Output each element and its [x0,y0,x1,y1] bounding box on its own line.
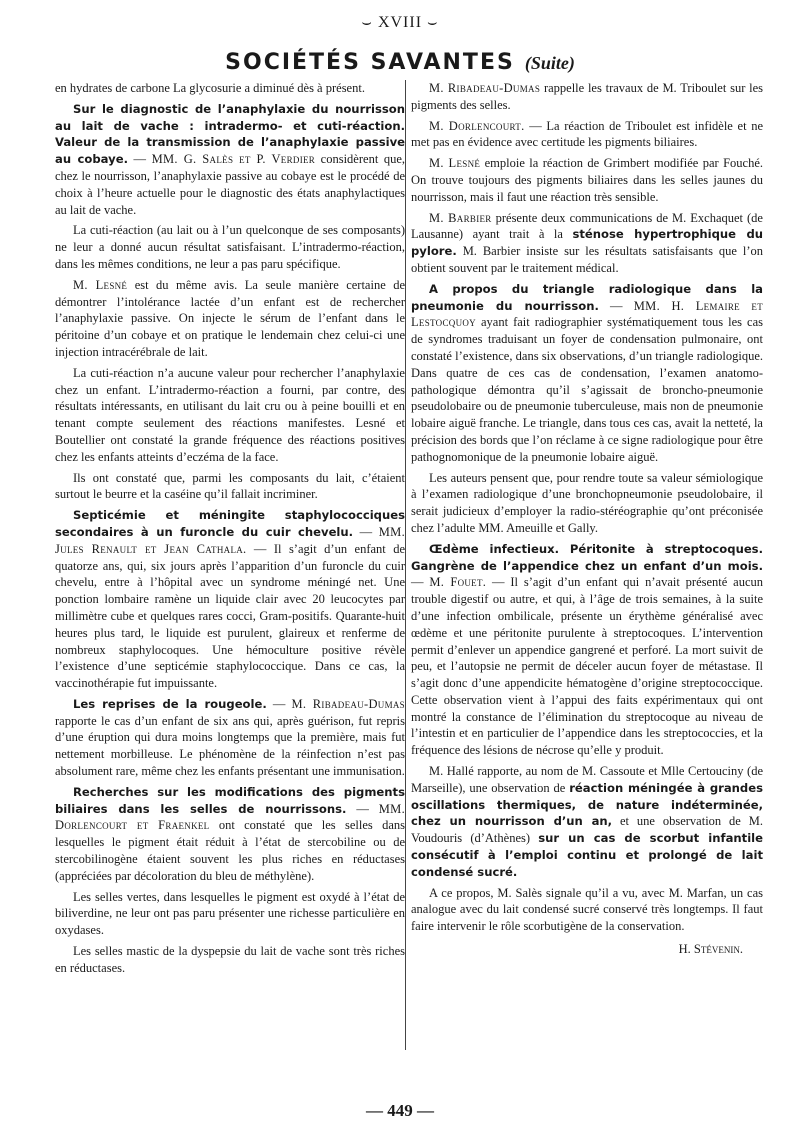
author-name: M. Lesné [73,277,128,292]
article-authors: M. Ribadeau-Dumas [291,696,405,711]
article-pigments: Recherches sur les modifications des pigments biliaires dans les selles de nourrissons. — MM. Dorlencourt et Fraenkel ont constaté que les selles dans lesquelles le pigment était réduit à l’état de stercobiline ou de stercobilinogène étaient souvent les plus riches en réductases (appréciées par décoloration du bleu de méthylène). [55,784,406,883]
section-suite: (Suite) [524,53,575,73]
article-heading: Les reprises de la rougeole. [73,696,267,711]
inline-bold: sténose hypertrophique du pylore. [411,227,764,259]
paragraph-barbier: M. Barbier présente deux communications de M. Exchaquet (de Lausanne) ayant trait à la sténose hypertrophique du pylore. M. Barbier insiste sur les résultats satisfaisants que l’on obtient souvent par le traitement médical. [411,210,764,275]
article-authors: MM. G. Salès et P. Verdier [151,152,316,167]
paragraph-ribadeau: M. Ribadeau-Dumas rappelle les travaux de M. Triboulet sur les pigments des selles. [411,81,764,112]
left-column [55,80,405,981]
section-title: SOCIÉTÉS SAVANTES [225,50,515,75]
paragraph: La cuti-réaction n’a aucune valeur pour rechercher l’anaphylaxie chez un enfant. L’intradermo-réaction a fourni, par contre, des résultats intéressants, en utilisant du lait cru ou à peine bouilli et en tenant compte seulement des réactions manifestes. Lesné et Boutellier ont constaté la grande fréquence des réactions positives chez les enfants atteints d’eczéma de la face. [55,365,405,464]
article-body: ayant fait radiographier systématiquement tous les cas de syndromes traduisant un foyer de condensation pulmonaire, ont constaté l’existence, dans six observations, d’un triangle radiologique. Dans quatre de ces cas de condensation, l’examen anatomo-pathologique démontra qu’il s’agissait de broncho-pneumonie pseudolobaire ou de pneumonie tuberculeuse, mais non de pneumonie lobaire aiguë franche. Le triangle, dans tous ces cas, avait la netteté, la précision des bords que l’on réclame à ce signe radiologique pour être pathognomonique de la pneumonie lobaire aiguë. [411,315,764,464]
paragraph-lesne: M. Lesné emploie la réaction de Grimbert modifiée par Fouché. On trouve toujours des pigments biliaires dans les selles jaunes du nourrisson, mais il faut une réaction très sensible. [411,156,764,204]
paragraph: Les selles vertes, dans lesquelles le pigment est oxydé à l’état de biliverdine, ne leur ont pas paru présenter une richesse particulière en oxydases. [55,889,405,938]
article-authors: MM. Dorlencourt et Fraenkel [55,801,406,833]
paragraph: Ils ont constaté que, parmi les composants du lait, c’étaient surtout le beurre et la caséine qu’il fallait incriminer. [55,470,405,502]
article-authors: MM. H. Lemaire et Lestocquoy [411,298,764,330]
article-heading: Septicémie et méningite staphylococciques secondaires à un furoncle du cuir chevelu. [55,508,405,539]
article-heading: Recherches sur les modifications des pigments biliaires dans les selles de nourrissons. [55,784,405,816]
article-rougeole: Les reprises de la rougeole. — M. Ribadeau-Dumas rapporte le cas d’un enfant de six ans qui, après guérison, fut repris d’une éruption qui dura moins longtemps que la première, mais fut nettement morbilleuse. Le phénomène de la réinfection n’est pas absolument rare, même chez les enfants présentant une immunisation. [55,696,405,779]
author-name: M. Lesné [429,156,481,171]
inline-bold: sur un cas de scorbut infantile consécutif à l’emploi continu et prolongé de lait condensé sucré. [411,831,764,879]
article-anaphylaxie: Sur le diagnostic de l’anaphylaxie du nourrisson au lait de vache : intradermo- et cuti-réaction. Valeur de la transmission de l’anaphylaxie passive au cobaye. — MM. G. Salès et P. Verdier considèrent que, chez le nourrisson, l’anaphylaxie passive au cobaye est le procédé de choix à l’heure actuelle pour le diagnostic des états anaphylactiques au lait de vache. [55,101,406,217]
paragraph-dorlencourt: M. Dorlencourt. — La réaction de Triboulet est infidèle et ne met pas en évidence avec certitude les pigments biliaires. [411,118,764,150]
column-divider [405,80,406,1050]
signature: H. Stévenin. [678,942,743,957]
article-heading: Œdème infectieux. Péritonite à streptocoques. Gangrène de l’appendice chez un enfant d’un mois. [411,541,763,573]
article-heading: A propos du triangle radiologique dans la pneumonie du nourrisson. [411,281,763,313]
article-body: considèrent que, chez le nourrisson, l’anaphylaxie passive au cobaye est le procédé de choix à l’heure actuelle pour le diagnostic des états anaphylactiques au lait de vache. [55,152,406,217]
paragraph: La cuti-réaction (au lait ou à l’un quelconque de ses composants) ne leur a donné aucun résultat satisfaisant. L’intradermo-réaction, dans les mêmes conditions, ne leur a pas paru spécifique. [55,223,405,271]
paragraph: Les auteurs pensent que, pour rendre toute sa valeur sémiologique à l’examen radiologique d’une bronchopneumonie pseudolobaire, il serait judicieux d’employer la radio-stéréographie qu’ont préconisée chez l’adulte MM. Ameuille et Gally. [411,470,763,535]
paragraph-lesne: M. Lesné est du même avis. La seule manière certaine de démontrer l’intolérance lactée d’un enfant est de rechercher l’anaphylaxie passive. On injecte le sérum de l’enfant dans le péritoine d’un cobaye et on pratique le lendemain chez celui-ci une injection intracérébrale de lait. [55,277,405,359]
article-authors: M. Fouet. [429,575,487,590]
author-name: M. Barbier [429,210,492,225]
right-column [411,80,763,958]
article-oedeme: Œdème infectieux. Péritonite à streptocoques. Gangrène de l’appendice chez un enfant d’un mois. — M. Fouet. — Il s’agit d’un enfant qui n’avait présenté aucun trouble digestif ou autre, et qui, à l’âge de trois semaines, à la suite d’une infection ombilicale, présente un érythème généralisé avec œdème et une péritonite purulente à streptocoques. L’intervention permit d’enlever un appendice gangrené et perforé. La mort suivit de peu, et l’autopsie ne permit de déceler aucun foyer de métastase. Il s’agit donc d’une appendicite hématogène d’origine streptococcique. Cette observation vient à l’appui des faits expérimentaux qui ont montré la constance de l’élimination du streptocoque au niveau de l’intestin et en particulier de l’appendice dans les streptococcies, et la fréquence des lésions de nécrose qu’elle y produit. [411,541,764,758]
article-body: ont constaté que les selles dans lesquelles le pigment était réduit à l’état de stercobiline ou de stercobilinogène étaient souvent les plus riches en réductases (appréciées par décoloration du bleu de méthylène). [55,818,405,883]
article-heading: Sur le diagnostic de l’anaphylaxie du nourrisson au lait de vache : intradermo- et cuti-réaction. Valeur de la transmission de l’anaphylaxie passive au cobaye. [55,101,405,167]
article-authors: MM. Jules Renault et Jean Cathala. [55,524,406,556]
article-body: rapporte le cas d’un enfant de six ans qui, après guérison, fut repris d’une éruption qui dura moins longtemps que la première, mais fut nettement morbilleuse. Le phénomène de la réinfection n’est pas absolument rare, même chez les enfants présentant une immunisation. [55,713,405,779]
paragraph: Les selles mastic de la dyspepsie du lait de vache sont très riches en réductases. [55,944,405,975]
paragraph: en hydrates de carbone La glycosurie a diminué dès à présent. [55,81,365,95]
author-name: M. Dorlencourt. [429,118,525,133]
paragraph: A ce propos, M. Salès signale qu’il a vu, avec M. Marfan, un cas analogue avec du lait condensé sucré conservé très longtemps. Il faut faire intervenir le rôle scorbutigène de la conservation. [411,885,763,934]
author-name: M. Ribadeau-Dumas [429,81,541,95]
header-ornament: ⌣ XVIII ⌣ [361,14,439,31]
article-body: Il s’agit d’un enfant de quatorze ans, qui, six jours après l’apparition d’un furoncle du cuir chevelu, entre à l’hôpital avec un syndrome méningé net. Une ponction lombaire ramène un liquide clair avec 20 leucocytes par millimètre cube et quelques rares cocci, Gram-positifs. Quarante-huit heures plus tard, le liquide est purulent, glaireux et renferme de nombreux staphylocoques. Une hémoculture positive révèle l’existence d’une septicémie staphylococcique. Dans ce cas, la vaccinothérapie fut impuissante. [55,541,405,691]
page-number: — 449 — [366,1101,434,1120]
section-header [0,50,800,75]
paragraph-halle: M. Hallé rapporte, au nom de M. Cassoute et Mlle Certouciny (de Marseille), une observation de réaction méningée à grandes oscillations thermiques, de nature indéterminée, chez un nourrisson d’un an, et une observation de M. Voudouris (d’Athènes) sur un cas de scorbut infantile consécutif à l’emploi continu et prolongé de lait condensé sucré. [411,764,764,879]
article-body: Il s’agit d’un enfant qui n’avait présenté aucun trouble digestif ou autre, et qui, à l’âge de trois semaines, à la suite d’une infection ombilicale, présente un érythème généralisé avec œdème et une péritonite purulente à streptocoques. L’intervention permit d’enlever un appendice gangrené et perforé. La mort suivit de peu, et l’autopsie ne permit de déceler aucun foyer de métastase. Il s’agit donc d’une appendicite hématogène d’origine streptococcique. Cette observation vient à l’appui des faits expérimentaux qui ont montré la constance de l’élimination du streptocoque au niveau de l’intestin et en particulier de l’appendice dans les streptococcies, et la fréquence des lésions de nécrose qu’elle y produit. [411,575,764,758]
inline-bold: réaction méningée à grandes oscillations thermiques, de nature indéterminée, chez un nourrisson d’un an, [411,780,763,829]
article-septicemie: Septicémie et méningite staphylococciques secondaires à un furoncle du cuir chevelu. — MM. Jules Renault et Jean Cathala. — Il s’agit d’un enfant de quatorze ans, qui, six jours après l’apparition d’un furoncle du cuir chevelu, entre à l’hôpital avec un syndrome méningé net. Une ponction lombaire ramène un liquide clair avec 20 leucocytes par millimètre cube et quelques rares cocci, Gram-positifs. Quarante-huit heures plus tard, le liquide est purulent, glaireux et renferme de nombreux staphylocoques. Une hémoculture positive révèle l’existence d’une septicémie staphylococcique. Dans ce cas, la vaccinothérapie fut impuissante. [55,508,406,691]
article-triangle: A propos du triangle radiologique dans la pneumonie du nourrisson. — MM. H. Lemaire et Lestocquoy ayant fait radiographier systématiquement tous les cas de syndromes traduisant un foyer de condensation pulmonaire, ont constaté l’existence, dans six observations, d’un triangle radiologique. Dans quatre de ces cas de condensation, l’examen anatomo-pathologique démontra qu’il s’agissait de broncho-pneumonie pseudolobaire ou de pneumonie tuberculeuse, mais non de pneumonie lobaire aiguë franche. Le triangle, dans tous ces cas, avait la netteté, la précision des bords que l’on réclame à ce signe radiologique pour être pathognomonique de la pneumonie lobaire aiguë. [411,281,764,464]
